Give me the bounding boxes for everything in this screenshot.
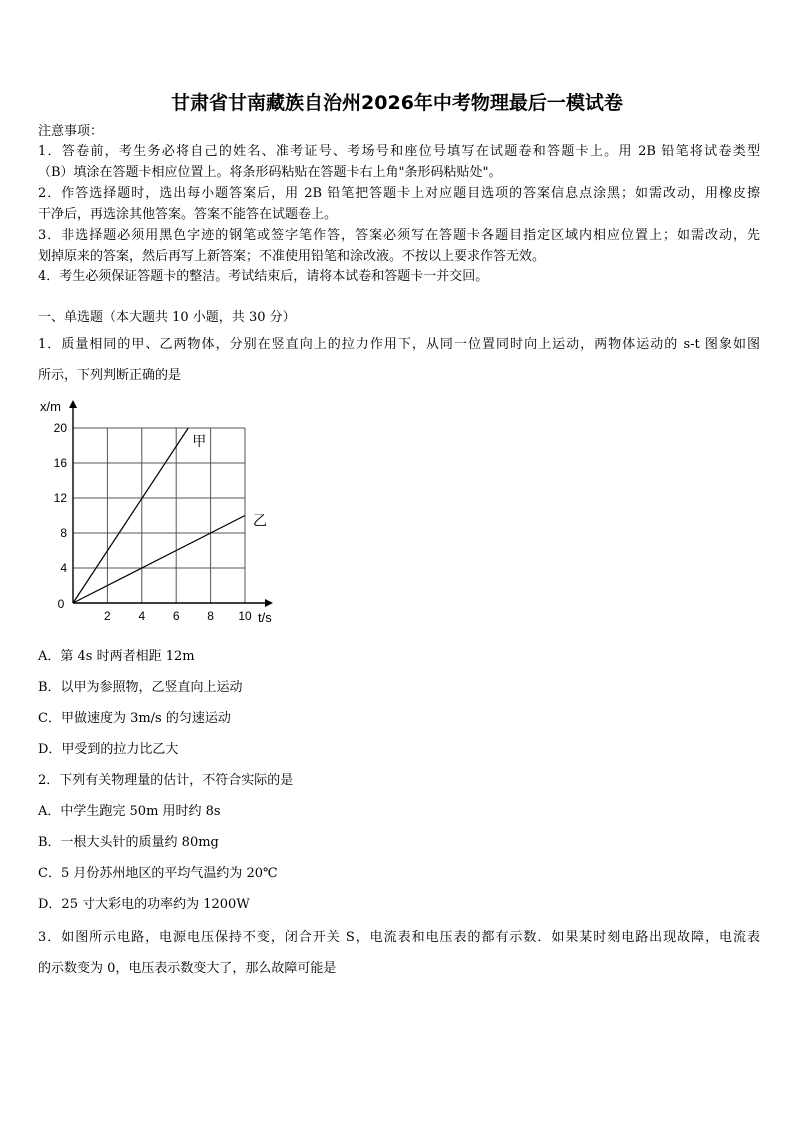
option: D．甲受到的拉力比乙大 xyxy=(38,742,179,757)
notice-line: （B）填涂在答题卡相应位置上。将条形码粘贴在答题卡右上角"条形码粘贴处"。 xyxy=(38,165,502,180)
question-1-stem: 1．质量相同的甲、乙两物体，分别在竖直向上的拉力作用下，从同一位置同时向上运动，两物体运动的 s-t 图象如图 xyxy=(38,337,760,352)
notice-line: 1．答卷前，考生务必将自己的姓名、准考证号、考场号和座位号填写在试题卷和答题卡上。用 2B 铅笔将试卷类型 xyxy=(38,144,760,159)
series-line-1 xyxy=(73,428,188,603)
option: B．以甲为参照物，乙竖直向上运动 xyxy=(38,680,243,695)
notice-line: 干净后，再选涂其他答案。答案不能答在试题卷上。 xyxy=(38,207,338,222)
y-axis-label: x/m xyxy=(40,399,61,414)
y-tick-label: 4 xyxy=(60,561,67,575)
question-2-stem: 2．下列有关物理量的估计，不符合实际的是 xyxy=(38,773,294,788)
x-tick-label: 4 xyxy=(138,609,146,623)
series-label-2: 乙 xyxy=(253,512,267,529)
question-1-stem-cont: 所示，下列判断正确的是 xyxy=(38,368,182,383)
y-axis-arrow xyxy=(69,400,77,408)
option: A．第 4s 时两者相距 12m xyxy=(38,649,195,664)
chart-grid xyxy=(73,428,245,603)
notice-line: 4．考生必须保证答题卡的整洁。考试结束后，请将本试卷和答题卡一并交回。 xyxy=(38,269,489,284)
notice-heading: 注意事项： xyxy=(38,124,104,139)
x-tick-label: 2 xyxy=(104,609,111,623)
x-tick-label: 0 xyxy=(57,597,65,611)
y-tick-label: 16 xyxy=(53,456,67,470)
notice-line: 2．作答选择题时，选出每小题答案后，用 2B 铅笔把答题卡上对应题目选项的答案信息点涂黑；如需改动，用橡皮擦 xyxy=(38,186,760,201)
option: D．25 寸大彩电的功率约为 1200W xyxy=(38,897,250,912)
x-tick-label: 8 xyxy=(207,609,214,623)
y-tick-label: 20 xyxy=(53,421,67,435)
page-title: 甘肃省甘南藏族自治州2026年中考物理最后一模试卷 xyxy=(171,92,623,114)
option: A．中学生跑完 50m 用时约 8s xyxy=(38,804,221,819)
y-tick-label: 12 xyxy=(53,491,67,505)
s-t-graph xyxy=(30,392,290,632)
series-label-1: 甲 xyxy=(192,433,207,449)
y-tick-labels xyxy=(54,421,68,575)
notice-line: 划掉原来的答案，然后再写上新答案；不准使用铅笔和涂改液。不按以上要求作答无效。 xyxy=(38,249,546,264)
question-3-stem: 3．如图所示电路，电源电压保持不变，闭合开关 S，电流表和电压表的都有示数．如果某时刻电路出现故障，电流表 xyxy=(38,930,760,945)
x-axis-arrow xyxy=(265,599,273,607)
option: B．一根大头针的质量约 80mg xyxy=(38,835,219,850)
x-axis-label: t/s xyxy=(258,610,272,625)
x-tick-label: 10 xyxy=(238,609,252,623)
question-3-stem-cont: 的示数变为 0，电压表示数变大了，那么故障可能是 xyxy=(38,961,337,976)
chart-series xyxy=(73,428,267,603)
chart-axes xyxy=(69,400,273,607)
series-line-2 xyxy=(73,516,245,604)
x-tick-label: 6 xyxy=(172,609,180,623)
x-tick-labels xyxy=(58,597,252,623)
section-heading: 一、单选题（本大题共 10 小题，共 30 分） xyxy=(38,310,296,325)
option: C．5 月份苏州地区的平均气温约为 20℃ xyxy=(38,866,278,881)
option: C．甲做速度为 3m/s 的匀速运动 xyxy=(38,711,231,726)
notice-line: 3．非选择题必须用黑色字迹的钢笔或签字笔作答，答案必须写在答题卡各题目指定区域内相应位置上；如需改动，先 xyxy=(38,228,760,243)
y-tick-label: 8 xyxy=(60,526,67,540)
